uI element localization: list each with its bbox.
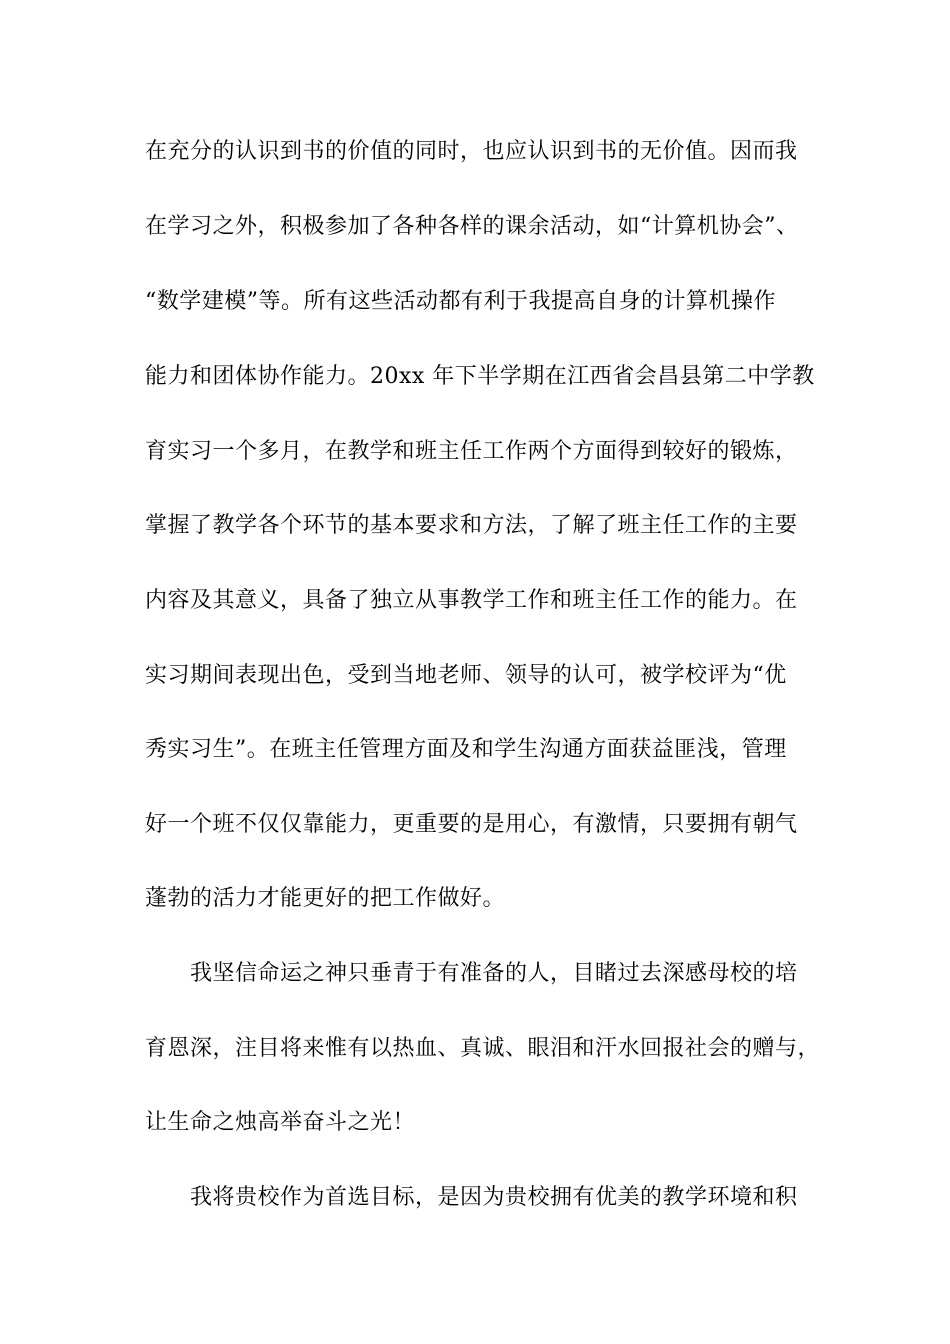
text-line: 让生命之烛高举奋斗之光！ — [145, 1110, 416, 1135]
text-line: 内容及其意义，具备了独立从事教学工作和班主任工作的能力。在 — [145, 588, 798, 613]
text-line: 掌握了教学各个环节的基本要求和方法，了解了班主任工作的主要 — [145, 513, 798, 538]
text-line: 蓬勃的活力才能更好的把工作做好。 — [145, 886, 506, 911]
paragraph-first-line: 我坚信命运之神只垂青于有准备的人，目睹过去深感母校的培 — [190, 961, 798, 986]
text-line: 在学习之外，积极参加了各种各样的课余活动，如“计算机协会”、 — [145, 214, 799, 239]
text-line: 在充分的认识到书的价值的同时，也应认识到书的无价值。因而我 — [145, 139, 798, 164]
text-line: “数学建模”等。所有这些活动都有利于我提高自身的计算机操作 — [145, 289, 776, 314]
text-line: 实习期间表现出色，受到当地老师、领导的认可，被学校评为“优 — [145, 663, 787, 688]
text-line: 能力和团体协作能力。20xx 年下半学期在江西省会昌县第二中学教 — [145, 364, 815, 389]
text-line: 好一个班不仅仅靠能力，更重要的是用心，有激情，只要拥有朝气 — [145, 812, 798, 837]
text-line: 秀实习生”。在班主任管理方面及和学生沟通方面获益匪浅，管理 — [145, 737, 787, 762]
paragraph-first-line: 我将贵校作为首选目标，是因为贵校拥有优美的教学环境和积 — [190, 1185, 798, 1210]
text-line: 育恩深，注目将来惟有以热血、真诚、眼泪和汗水回报社会的赠与， — [145, 1036, 821, 1061]
text-line: 育实习一个多月，在教学和班主任工作两个方面得到较好的锻炼， — [145, 439, 798, 464]
